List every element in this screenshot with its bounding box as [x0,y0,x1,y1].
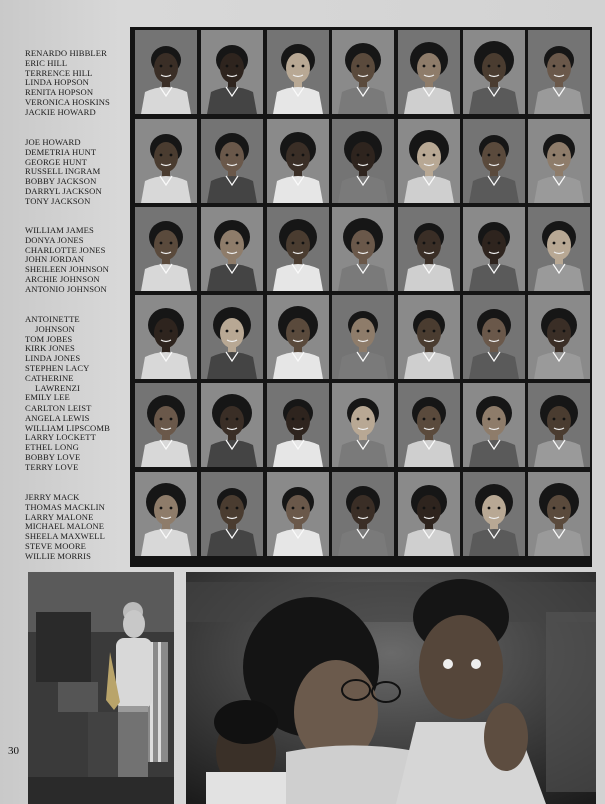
student-portrait [135,472,197,556]
student-portrait [135,30,197,114]
student-name: THOMAS MACKLIN [25,501,105,512]
student-name: LINDA HOPSON [25,77,89,88]
name-group [25,49,135,118]
student-portrait [201,207,263,291]
student-name: JOHN JORDAN [25,254,85,265]
student-portrait [267,207,329,291]
student-portrait [332,207,394,291]
name-group [25,226,135,295]
student-name: KIRK JONES [25,343,75,354]
student-name: ANGELA LEWIS [25,412,90,423]
student-portrait [267,295,329,379]
student-name: BOBBY LOVE [25,451,81,462]
student-name: ARCHIE JOHNSON [25,273,100,284]
student-name: RENITA HOPSON [25,87,94,98]
student-portrait [201,295,263,379]
student-name: RENARDO HIBBLER [25,48,107,58]
student-portrait [398,207,460,291]
student-name: JACKIE HOWARD [25,106,96,117]
student-portrait [463,383,525,467]
student-name: JERRY MACK [25,492,80,502]
student-name: DONYA JONES [25,234,84,245]
student-name: WILLIAM LIPSCOMB [25,422,110,433]
student-name: STEPHEN LACY [25,362,90,373]
student-portrait [201,30,263,114]
student-name: TERRY LOVE [25,461,79,472]
student-name: ETHEL LONG [25,442,79,453]
student-name: WILLIE MORRIS [25,550,91,561]
student-portrait [528,119,590,203]
name-group [25,404,135,473]
candid-photo-students-group [186,572,596,804]
student-name: WILLIAM JAMES [25,225,94,235]
student-name: DEMETRIA HUNT [25,146,97,157]
student-portrait [463,207,525,291]
student-name: CARLTON LEIST [25,403,92,413]
student-portrait [135,207,197,291]
student-name: ANTOINETTE [25,314,80,324]
student-name: JOHNSON [35,323,75,334]
student-portrait [332,30,394,114]
student-portrait [332,295,394,379]
student-portrait [398,119,460,203]
student-name: ERIC HILL [25,57,68,68]
student-name: TERRENCE HILL [25,67,93,78]
student-portrait [528,295,590,379]
student-portrait [332,383,394,467]
student-name: CHARLOTTE JONES [25,244,106,255]
student-portrait [135,119,197,203]
student-portrait [463,295,525,379]
student-portrait [267,119,329,203]
student-portrait [528,207,590,291]
student-portrait [528,472,590,556]
student-name: MICHAEL MALONE [25,521,105,532]
page-number: 30 [8,745,19,757]
student-name: JOE HOWARD [25,137,81,147]
student-portrait [201,472,263,556]
student-portrait [528,30,590,114]
student-portrait [135,383,197,467]
student-name: LARRY LOCKETT [25,432,96,443]
student-portrait [201,119,263,203]
student-portrait [398,295,460,379]
candid-photo-saxophone-player [28,572,174,804]
student-name: LAWRENZI [35,382,80,393]
student-name: SHEILEEN JOHNSON [25,264,109,275]
student-name: LINDA JONES [25,353,81,364]
student-portrait [332,119,394,203]
name-group [25,138,135,207]
student-portrait [398,383,460,467]
student-portrait [135,295,197,379]
name-group [25,315,135,403]
student-portrait [267,30,329,114]
student-portrait [463,119,525,203]
student-portrait [201,383,263,467]
student-portrait [267,383,329,467]
student-portrait [528,383,590,467]
student-name: GEORGE HUNT [25,156,87,167]
student-portrait [463,472,525,556]
student-name: ANTONIO JOHNSON [25,283,107,294]
student-portrait [267,472,329,556]
student-name: TOM JOBES [25,333,73,344]
student-name: LARRY MALONE [25,511,94,522]
student-name: RUSSELL INGRAM [25,166,101,177]
student-portrait [463,30,525,114]
student-name: CATHERINE [25,372,74,383]
student-name: TONY JACKSON [25,195,91,206]
student-portrait [332,472,394,556]
portrait-grid [130,27,592,567]
student-portrait [398,30,460,114]
name-group [25,493,135,562]
student-name: STEVE MOORE [25,540,87,551]
student-portrait [398,472,460,556]
student-name: EMILY LEE [25,392,70,403]
student-name: BOBBY JACKSON [25,176,97,187]
student-name: DARRYL JACKSON [25,185,102,196]
student-name: SHEELA MAXWELL [25,531,105,542]
student-name: VERONICA HOSKINS [25,96,110,107]
